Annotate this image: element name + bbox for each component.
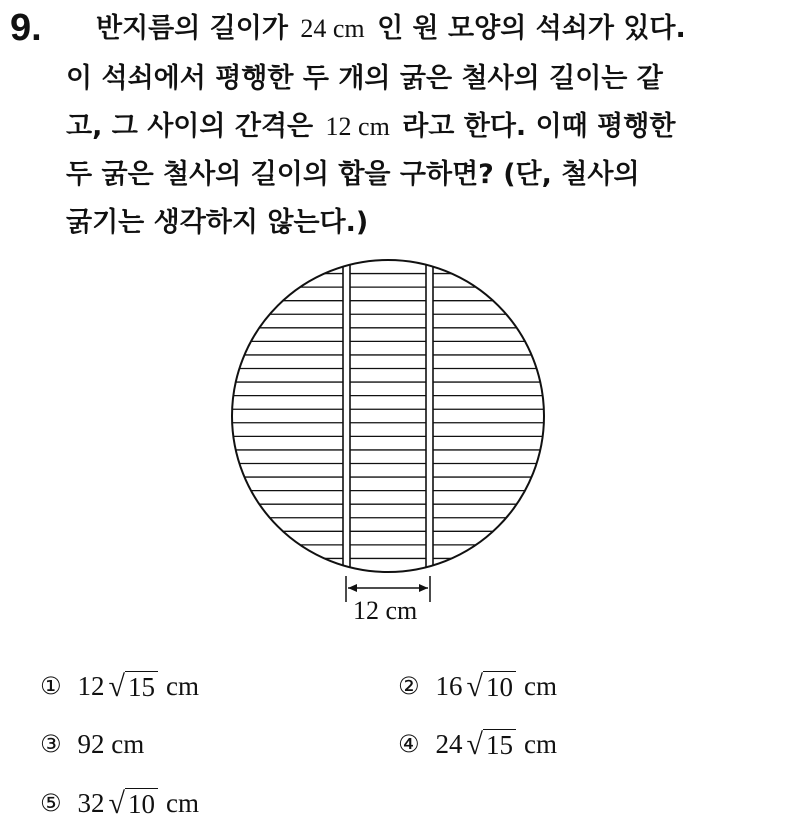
choice-radicand: 15 xyxy=(483,729,516,760)
choice-value: 92 cm xyxy=(77,729,145,759)
choice-coef: 32 xyxy=(77,788,105,818)
thick-wires xyxy=(343,258,433,578)
choice-unit: cm xyxy=(165,671,199,701)
choice-coef: 12 xyxy=(77,671,105,701)
choice-mark: ② xyxy=(398,672,420,700)
question-number: 9. xyxy=(10,7,42,49)
gap-dimension-label: 12 cm xyxy=(353,596,418,625)
thick-wire-right xyxy=(426,258,433,578)
choice-5[interactable] xyxy=(40,786,199,820)
choice-radicand: 10 xyxy=(125,788,158,819)
gap-value: 12 cm xyxy=(325,112,390,141)
grill-diagram xyxy=(220,258,560,638)
choice-1[interactable] xyxy=(40,669,199,703)
choice-unit: cm xyxy=(523,729,557,759)
question-text: 인 원 모양의 석쇠가 있다. xyxy=(377,13,686,44)
choice-radicand: 10 xyxy=(483,671,516,702)
sqrt-icon: √ 10 xyxy=(109,788,158,819)
question-text: 라고 한다. 이때 평행한 xyxy=(402,111,676,142)
sqrt-icon: √ 15 xyxy=(467,729,516,760)
grill-figure xyxy=(220,258,560,638)
choice-4[interactable] xyxy=(398,727,557,761)
question-line-3 xyxy=(66,110,675,144)
choice-radicand: 15 xyxy=(125,671,158,702)
grill-outline xyxy=(232,260,544,572)
choice-unit: cm xyxy=(165,788,199,818)
question-line-4: 두 굵은 철사의 길이의 합을 구하면? (단, 철사의 xyxy=(66,159,640,190)
sqrt-icon: √ 15 xyxy=(109,671,158,702)
question-text: 반지름의 길이가 xyxy=(96,13,288,44)
radius-value: 24 cm xyxy=(300,14,365,43)
thick-wire-left xyxy=(343,258,350,578)
choice-mark: ④ xyxy=(398,730,420,758)
choice-coef: 16 xyxy=(435,671,463,701)
choice-coef: 24 xyxy=(435,729,463,759)
arrow-right-icon xyxy=(419,584,428,592)
choice-mark: ① xyxy=(40,672,62,700)
choice-mark: ③ xyxy=(40,730,62,758)
question-line-5: 굵기는 생각하지 않는다.) xyxy=(66,207,369,238)
arrow-left-icon xyxy=(348,584,357,592)
question-line-1 xyxy=(96,12,686,46)
question-text: 고, 그 사이의 간격은 xyxy=(66,111,314,142)
choice-2[interactable] xyxy=(398,669,557,703)
choice-3[interactable] xyxy=(40,727,144,761)
question-line-2: 이 석쇠에서 평행한 두 개의 굵은 철사의 길이는 같 xyxy=(66,63,663,94)
choice-unit: cm xyxy=(523,671,557,701)
choice-mark: ⑤ xyxy=(40,789,62,817)
sqrt-icon: √ 10 xyxy=(467,671,516,702)
